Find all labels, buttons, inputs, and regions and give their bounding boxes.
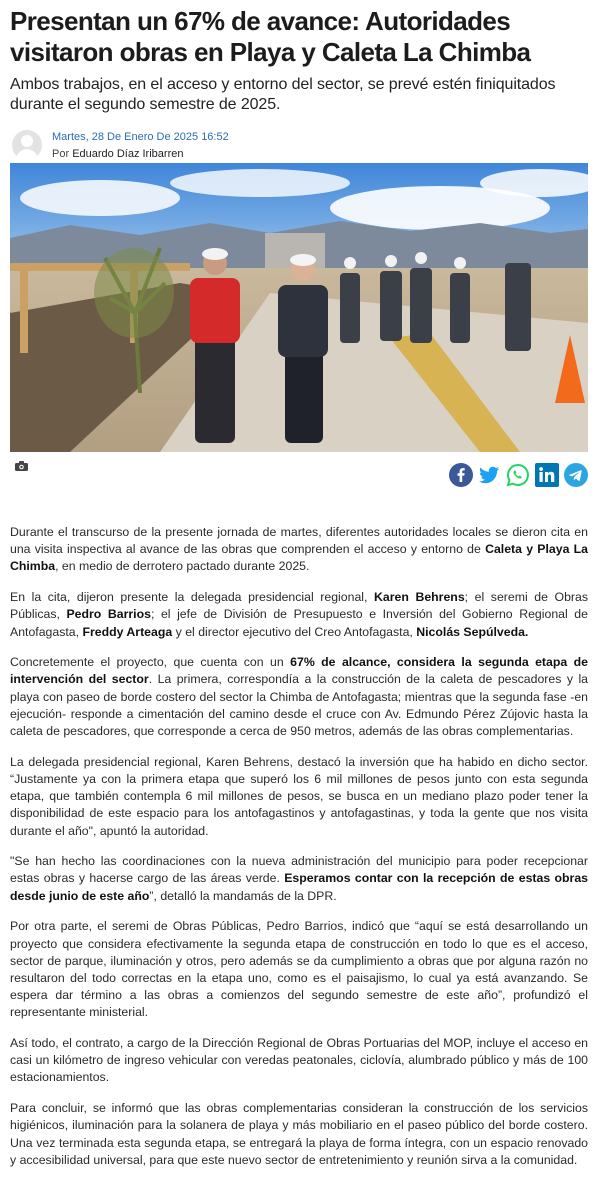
photo-illustration bbox=[10, 163, 588, 452]
paragraph-6: Por otra parte, el seremi de Obras Públicas, Pedro Barrios, indicó que “aquí se está desarrollando un proyecto que considera efectivamente la segunda etapa de construcción en todo lo que es el acceso, sector de parque, iluminación y otros, pero además se da cumplimiento a obras que por alguna razón no resultaron del todo correctas en la etapa uno, como es el paisajismo, lo cual ya está avanzando. Se espera dar término a las obras a comienzos del segundo semestre de este año”, profundizó el representante ministerial. bbox=[10, 919, 588, 1020]
article-body bbox=[10, 524, 588, 1183]
paragraph-8: Para concluir, se informó que las obras complementarias consideran la construcción de los servicios higiénicos, iluminación para la solanera de playa y más mobiliario en el paseo público del borde costero. Una vez terminada esta segunda etapa, se entregará la playa de forma íntegra, con un espacio renovado y accesibilidad universal, para que este nuevo sector de entretenimiento y reunión sirva a la comunidad. bbox=[10, 1101, 588, 1167]
paragraph-5: "Se han hecho las coordinaciones con la nueva administración del municipio para poder recepcionar estas obras y hacerse cargo de las áreas verde. Esperamos contar con la recepción de estas obras desde junio de este año”, detalló la mandamás de la DPR. bbox=[10, 854, 589, 903]
author-name[interactable]: Eduardo Díaz Iribarren bbox=[72, 148, 184, 160]
article-subtitle: Ambos trabajos, en el acceso y entorno del sector, se prevé estén finiquitados durante el segundo semestre de 2025. bbox=[10, 76, 556, 113]
twitter-icon[interactable] bbox=[477, 463, 501, 487]
article-headline: Presentan un 67% de avance: Autoridades visitaron obras en Playa y Caleta La Chimba bbox=[10, 6, 531, 67]
facebook-icon[interactable] bbox=[449, 463, 473, 487]
telegram-icon[interactable] bbox=[564, 463, 588, 487]
paragraph-7: Así todo, el contrato, a cargo de la Dirección Regional de Obras Portuarias del MOP, incluye el acceso en casi un kilómetro de ingreso vehicular con veredas peatonales, ciclovía, alumbrado público y más de 100 estacionamientos. bbox=[10, 1036, 588, 1085]
paragraph-1: Durante el transcurso de la presente jornada de martes, diferentes autoridades locales se dieron cita en una visita inspectiva al avance de las obras que comprenden el acceso y entorno de Caleta y Playa La Chimba, en medio de derrotero pactado durante 2025. bbox=[10, 525, 588, 574]
paragraph-2: En la cita, dijeron presente la delegada presidencial regional, Karen Behrens; el seremi de Obras Públicas, Pedro Barrios; el jefe de División de Presupuesto e Inversión del Gobierno Regional de Antofagasta, Freddy Arteaga y el director ejecutivo del Creo Antofagasta, Nicolás Sepúlveda. bbox=[10, 590, 588, 639]
camera-icon bbox=[15, 458, 28, 468]
byline-prefix: Por bbox=[52, 148, 70, 160]
whatsapp-icon[interactable] bbox=[506, 463, 530, 487]
publish-date: Martes, 28 De Enero De 2025 16:52 bbox=[52, 131, 229, 143]
linkedin-icon[interactable] bbox=[535, 463, 559, 487]
paragraph-3: Concretemente el proyecto, que cuenta con un 67% de alcance, considera la segunda etapa de intervención del sector. La primera, correspondía a la construcción de la caleta de pescadores y la playa con paseo de borde costero del sector la Chimba de Antofagasta; mientras que la segunda fase -en ejecución- responde a cimentación del camino desde el cruce con Av. Edmundo Pérez Zújovic hasta la caleta de pescadores, que corresponde a cerca de 950 metros, además de las obras complementarias. bbox=[10, 655, 589, 739]
byline bbox=[52, 148, 183, 160]
article-photo bbox=[10, 163, 588, 452]
paragraph-4: La delegada presidencial regional, Karen Behrens, destacó la inversión que ha habido en dicho sector. “Justamente ya con la primera etapa que superó los 6 mil millones de pesos junto con esta segunda etapa, que también contempla 6 mil millones de pesos, se busca en un mediano plazo poder tener la disponibilidad de este espacio para los antofagastinos y antofagastinas, y toda la gente que nos visita durante el año", apuntó la autoridad. bbox=[10, 754, 588, 838]
author-avatar-icon bbox=[12, 130, 42, 160]
